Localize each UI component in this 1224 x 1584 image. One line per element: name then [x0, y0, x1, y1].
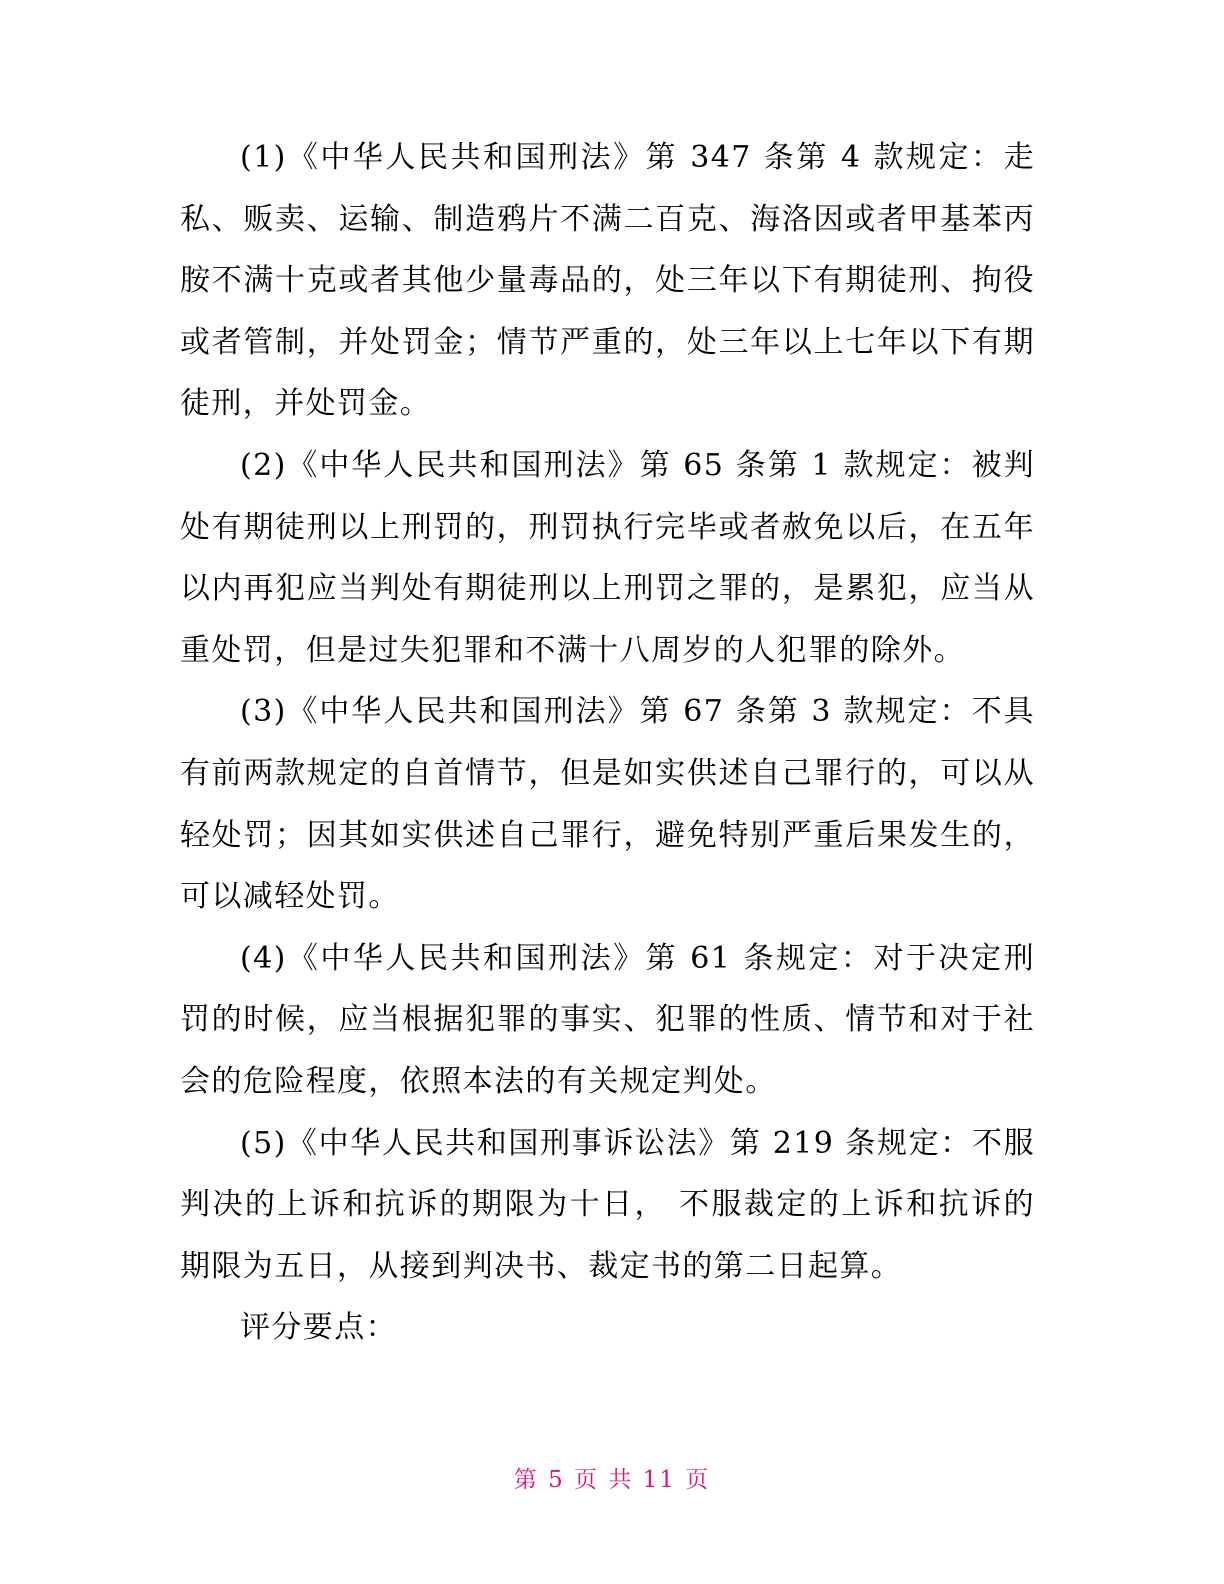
page-number-footer: 第 5 页 共 11 页 — [513, 1467, 711, 1493]
paragraph-criminal-law-347: (1)《中华人民共和国刑法》第 347 条第 4 款规定：走私、贩卖、运输、制造鸦片不满二百克、海洛因或者甲基苯丙胺不满十克或者其他少量毒品的，处三年以下有期徒刑、拘役或者管制，并处罚金；情节严重的，处三年以上七年以下有期徒刑，并处罚金。 — [180, 140, 1035, 422]
paragraph-criminal-procedure-219: (5)《中华人民共和国刑事诉讼法》第 219 条规定：不服判决的上诉和抗诉的期限为十日， 不服裁定的上诉和抗诉的期限为五日，从接到判决书、裁定书的第二日起算。 — [180, 1125, 1035, 1284]
document-body — [180, 127, 1035, 1359]
paragraph-criminal-law-65: (2)《中华人民共和国刑法》第 65 条第 1 款规定：被判处有期徒刑以上刑罚的，刑罚执行完毕或者赦免以后，在五年以内再犯应当判处有期徒刑以上刑罚之罪的，是累犯，应当从重处罚，但是过失犯罪和不满十八周岁的人犯罪的除外。 — [180, 447, 1035, 668]
paragraph-criminal-law-67: (3)《中华人民共和国刑法》第 67 条第 3 款规定：不具有前两款规定的自首情节，但是如实供述自己罪行的，可以从轻处罚；因其如实供述自己罪行，避免特别严重后果发生的，可以减轻处罚。 — [180, 694, 1035, 915]
paragraph-scoring-points: 评分要点： — [240, 1310, 397, 1346]
paragraph-criminal-law-61: (4)《中华人民共和国刑法》第 61 条规定：对于决定刑罚的时候，应当根据犯罪的事实、犯罪的性质、情节和对于社会的危险程度，依照本法的有关规定判处。 — [180, 940, 1035, 1099]
